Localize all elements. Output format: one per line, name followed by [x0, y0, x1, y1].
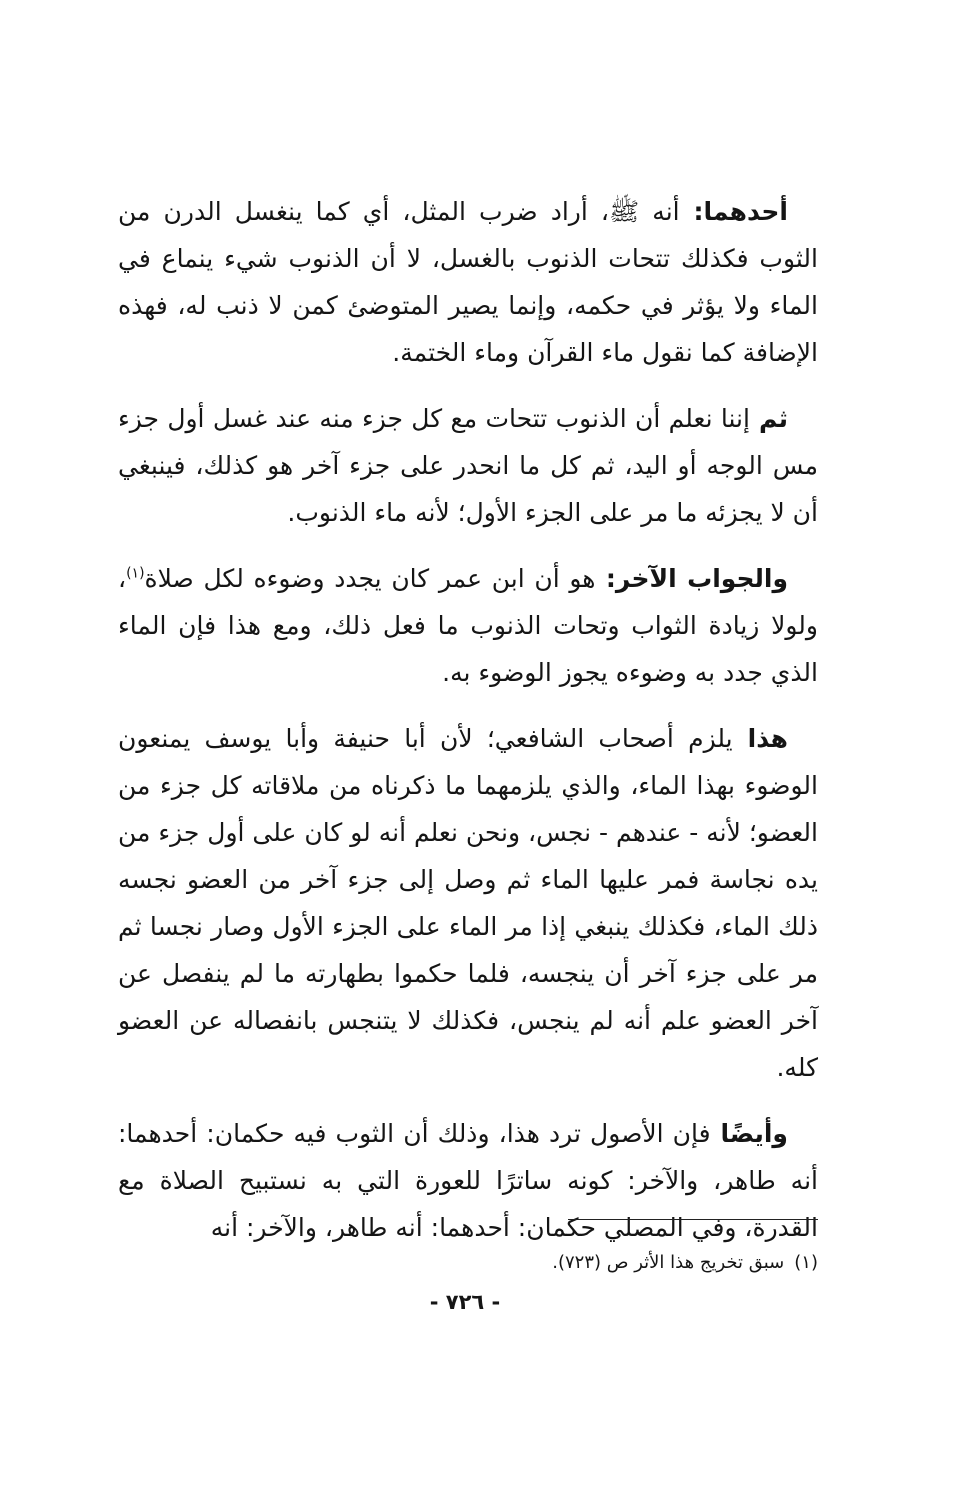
paragraph-2-text: إننا نعلم أن الذنوب تتحات مع كل جزء منه عند غسل أول جزء مس الوجه أو اليد، ثم كل ما انحدر على جزء آخر هو كذلك، فينبغي أن لا يجزئه ما مر على الجزء الأول؛ لأنه ماء الذنوب. — [118, 404, 818, 527]
paragraph-4 — [118, 715, 818, 1091]
paragraph-1-lead: أحدهما: — [679, 197, 788, 226]
paragraph-5-text: فإن الأصول ترد هذا، وذلك أن الثوب فيه حكمان: أحدهما: أنه طاهر، والآخر: كونه ساترًا للعورة التي به نستبيح الصلاة مع القدرة، وفي المصلي حكمان: أحدهما: أنه طاهر، والآخر: أنه — [118, 1119, 818, 1242]
main-text — [118, 188, 818, 1251]
paragraph-2-lead: ثم — [749, 404, 788, 433]
footnote-reference[interactable]: (١) — [126, 565, 145, 582]
footnote-text: سبق تخريج هذا الأثر ص (٧٢٣). — [552, 1252, 785, 1273]
footnote-number: (١) — [794, 1252, 818, 1273]
page-number: - ٧٢٦ - — [429, 1290, 501, 1314]
paragraph-2 — [118, 395, 818, 536]
paragraph-3-text: هو أن ابن عمر كان يجدد وضوءه لكل صلاة — [144, 564, 596, 593]
paragraph-3-text-after: ، ولولا زيادة الثواب وتحات الذنوب ما فعل ذلك، ومع هذا فإن الماء الذي جدد به وضوءه يجوز الوضوء به. — [118, 564, 818, 687]
paragraph-3 — [118, 555, 818, 696]
footnote-divider — [568, 1219, 818, 1220]
paragraph-4-text: يلزم أصحاب الشافعي؛ لأن أبا حنيفة وأبا يوسف يمنعون الوضوء بهذا الماء، والذي يلزمهما ما ذكرناه من ملاقاته كل جزء من العضو؛ لأنه - عندهم - نجس، ونحن نعلم أنه لو كان على أول جزء من يده نجاسة فمر عليها الماء ثم وصل إلى جزء آخر من العضو نجسه ذلك الماء، فكذلك ينبغي إذا مر الماء على الجزء الأول وصار نجسا ثم مر على جزء آخر أن ينجسه، فلما حكموا بطهارته ما لم ينفصل عن آخر العضو علم أنه لم ينجس، فكذلك لا يتنجس بانفصاله عن العضو كله. — [117, 724, 818, 1082]
paragraph-4-lead: هذا — [732, 724, 788, 753]
paragraph-3-lead: والجواب الآخر: — [595, 564, 788, 593]
paragraph-5 — [118, 1110, 818, 1251]
paragraph-1 — [118, 188, 818, 376]
paragraph-1-text: أنه ﷺ، أراد ضرب المثل، أي كما ينغسل الدرن من الثوب فكذلك تتحات الذنوب بالغسل، لا أن الذنوب شيء ينماع في الماء ولا يؤثر في حكمه، وإنما يصير المتوضئ كمن لا ذنب له، فهذه الإضافة كما نقول ماء القرآن وماء الختمة. — [118, 197, 818, 367]
paragraph-5-lead: وأيضًا — [710, 1119, 788, 1148]
footnote — [118, 1250, 818, 1276]
